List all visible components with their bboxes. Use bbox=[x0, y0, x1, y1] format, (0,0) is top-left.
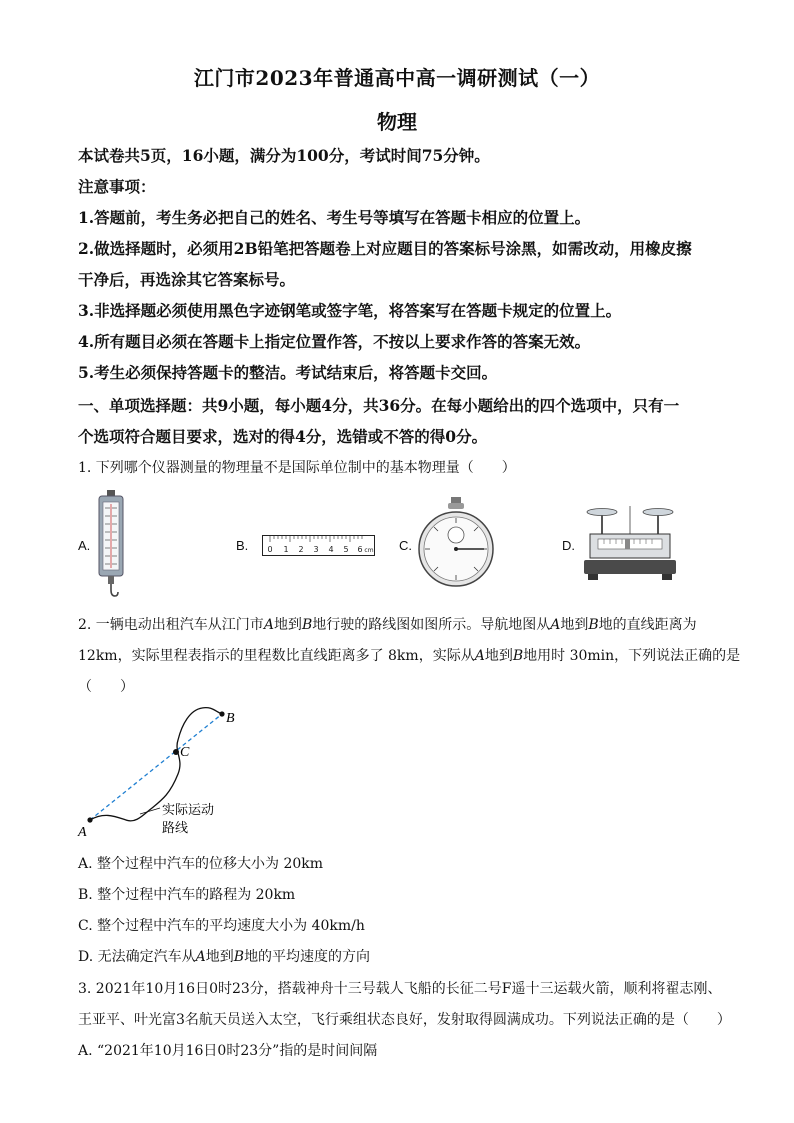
point-b-ref: B bbox=[301, 617, 313, 633]
label-point-b: B bbox=[226, 711, 235, 726]
page-title: 江门市2023年普通高中高一调研测试（一） bbox=[193, 66, 601, 90]
q1-stem: 1. 下列哪个仪器测量的物理量不是国际单位制中的基本物理量（ ） bbox=[78, 460, 516, 476]
q3-stem-line-2: 王亚平、叶光富3名航天员送入太空，飞行乘组状态良好，发射取得圆满成功。下列说法正确的是（ ） bbox=[78, 1012, 731, 1028]
subject-title: 物理 bbox=[377, 110, 417, 134]
q1-option-a-label: A. bbox=[78, 538, 91, 553]
route-label-line-1: 实际运动 bbox=[162, 803, 215, 818]
ruler-tick-6: 6 bbox=[357, 545, 363, 554]
notice-item-1: 1.答题前，考生务必把自己的姓名、考生号等填写在答题卡相应的位置上。 bbox=[78, 208, 591, 227]
q2-choice-b: B. 整个过程中汽车的路程为 20km bbox=[78, 887, 296, 903]
ruler-tick-1: 1 bbox=[283, 545, 289, 554]
label-point-c: C bbox=[180, 745, 190, 760]
q3-stem-line-1: 3. 2021年10月16日0时23分，搭载神舟十三号载人飞船的长征二号F遥十三运载火箭，顺利将翟志刚、 bbox=[78, 981, 722, 997]
q2-choice-d: D. 无法确定汽车从A地到B地的平均速度的方向 bbox=[78, 949, 371, 965]
q2-choice-c: C. 整个过程中汽车的平均速度大小为 40km/h bbox=[78, 918, 365, 934]
ruler-tick-4: 4 bbox=[328, 545, 334, 554]
notice-item-5: 5.考生必须保持答题卡的整洁。考试结束后，将答题卡交回。 bbox=[78, 363, 498, 382]
q2-stem-line-3: （ ） bbox=[78, 679, 134, 695]
point-a-ref: A bbox=[263, 617, 274, 633]
q2-stem-line-2: 12km，实际里程表指示的里程数比直线距离多了 8km，实际从A地到B地用时 30min，下列说法正确的是 bbox=[78, 648, 741, 664]
balance-scale-figure bbox=[584, 502, 676, 584]
q3-choice-a: A. “2021年10月16日0时23分”指的是时间间隔 bbox=[78, 1043, 378, 1059]
notice-item-2: 2.做选择题时，必须用2B铅笔把答题卷上对应题目的答案标号涂黑，如需改动，用橡皮擦 bbox=[78, 239, 692, 258]
section-heading-line-2: 个选项符合题目要求，选对的得4分，选错或不答的得0分。 bbox=[78, 427, 488, 446]
q1-option-d-label: D. bbox=[562, 538, 575, 553]
exam-summary: 本试卷共5页，16小题，满分为100分，考试时间75分钟。 bbox=[78, 146, 490, 165]
notice-item-3: 3.非选择题必须使用黑色字迹钢笔或签字笔，将答案写在答题卡规定的位置上。 bbox=[78, 301, 622, 320]
route-label-line-2: 路线 bbox=[162, 821, 189, 836]
q1-option-b-label: B. bbox=[236, 538, 249, 553]
q2-stem-line-1: 2. 一辆电动出租汽车从江门市A地到B地行驶的路线图如图所示。导航地图从A地到B地的直线距离为 bbox=[78, 617, 697, 633]
spring-scale-figure bbox=[96, 490, 126, 600]
stopwatch-figure bbox=[418, 497, 494, 589]
route-diagram bbox=[74, 704, 254, 840]
ruler-unit: cm bbox=[364, 547, 374, 554]
ruler-tick-0: 0 bbox=[267, 545, 273, 554]
notice-heading: 注意事项： bbox=[78, 177, 156, 196]
notice-item-4: 4.所有题目必须在答题卡上指定位置作答，不按以上要求作答的答案无效。 bbox=[78, 332, 591, 351]
section-heading-line-1: 一、单项选择题：共9小题，每小题4分，共36分。在每小题给出的四个选项中，只有一 bbox=[78, 396, 680, 415]
notice-item-2-cont: 干净后，再选涂其它答案标号。 bbox=[78, 270, 296, 289]
ruler-figure bbox=[262, 535, 376, 557]
ruler-tick-2: 2 bbox=[298, 545, 304, 554]
label-point-a: A bbox=[78, 825, 87, 840]
q2-choice-a: A. 整个过程中汽车的位移大小为 20km bbox=[78, 856, 324, 872]
ruler-tick-5: 5 bbox=[343, 545, 349, 554]
ruler-tick-3: 3 bbox=[313, 545, 319, 554]
q1-option-c-label: C. bbox=[399, 538, 412, 553]
